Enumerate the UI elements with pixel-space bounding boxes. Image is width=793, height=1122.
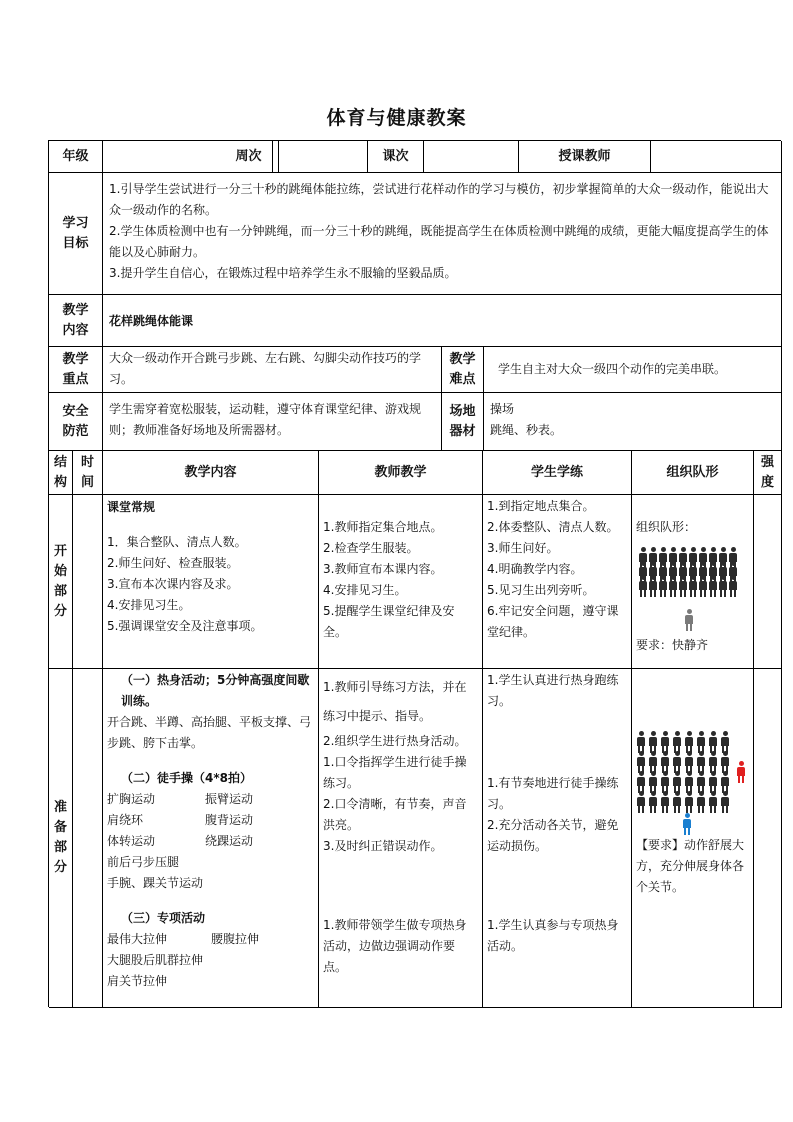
start-time: [73, 495, 103, 669]
leader-figure-icon: [736, 761, 746, 783]
student-figure-icon: [708, 771, 718, 793]
special-row: [107, 929, 314, 950]
student-figure-icon: [672, 771, 682, 793]
prep-student-item: 1.学生认真参与专项热身活动。: [487, 918, 619, 953]
difficulty-label: 教学难点: [442, 347, 484, 393]
student-figure-icon: [720, 731, 730, 753]
key-point-value: 大众一级动作开合跳弓步跳、左右跳、勾脚尖动作技巧的学习。: [103, 347, 442, 393]
prep-teacher-item: 1.教师带领学生做专项热身活动，边做边强调动作要点。: [323, 918, 467, 974]
student-figure-icon: [708, 731, 718, 753]
student-figure-icon: [688, 575, 698, 597]
col-intensity: 强度: [754, 451, 782, 495]
student-figure-icon: [708, 751, 718, 773]
student-figure-icon: [728, 575, 738, 597]
venue-line-2: 跳绳、秒表。: [490, 423, 563, 437]
prep-time: [73, 669, 103, 1008]
gym-item: 手腕、踝关节运动: [107, 876, 204, 890]
prep-teacher-item: 3.及时纠正错误动作。: [323, 839, 443, 853]
student-figure-icon: [672, 791, 682, 813]
objective-1: 1.引导学生尝试进行一分三十秒的跳绳体能拉练，尝试进行花样动作的学习与模仿，初步掌握简单的大众一级动作，能说出大众一级动作的名称。: [109, 182, 769, 217]
student-figure-icon: [636, 751, 646, 773]
objective-2: 2.学生体质检测中也有一分钟跳绳，而一分三十秒的跳绳，既能提高学生在体质检测中跳绳的成绩，更能大幅度提高学生的体能以及心肺耐力。: [109, 224, 769, 259]
start-content-item: 3.宣布本次课内容及求。: [107, 577, 239, 591]
prep-teacher: [319, 669, 483, 1008]
student-figure-icon: [720, 771, 730, 793]
gym-item: 绕踝运动: [205, 834, 254, 848]
teacher-figure-icon: [684, 609, 694, 631]
prep-teacher-item: 2.口令清晰，有节奏，声音洪亮。: [323, 797, 467, 832]
student-figure-icon: [648, 731, 658, 753]
student-figure-icon: [720, 791, 730, 813]
prep-student-item: 1.学生认真进行热身跑练习。: [487, 673, 619, 708]
spacer: [107, 754, 314, 768]
student-figure-icon: [708, 575, 718, 597]
lesson-value[interactable]: [424, 141, 519, 173]
safety-label: 安全防范: [49, 393, 103, 451]
student-figure-icon: [684, 751, 694, 773]
prep-intensity: [754, 669, 782, 1008]
student-figure-icon: [696, 751, 706, 773]
objectives-text: [103, 173, 782, 295]
start-student-item: 5.见习生出列旁听。: [487, 583, 595, 597]
student-figure-icon: [708, 791, 718, 813]
content-label: 教学内容: [49, 295, 103, 347]
student-figure-icon: [696, 731, 706, 753]
start-intensity: [754, 495, 782, 669]
student-figure-icon: [638, 575, 648, 597]
start-teacher-item: 2.检查学生服装。: [323, 541, 419, 555]
start-content-item: 1．集合整队、清点人数。: [107, 535, 247, 549]
start-formation-diagram: [638, 547, 748, 627]
col-teacher: 教师教学: [319, 451, 483, 495]
start-teacher-item: 5.提醒学生课堂纪律及安全。: [323, 604, 455, 639]
gym-item: 肩绕环: [107, 813, 144, 827]
student-figure-icon: [636, 731, 646, 753]
gym-row: [107, 810, 314, 831]
special-title: （三）专项活动: [121, 911, 206, 925]
content-value: 花样跳绳体能课: [103, 295, 782, 347]
student-figure-icon: [648, 751, 658, 773]
teacher-value[interactable]: [651, 141, 782, 173]
venue-value: [484, 393, 782, 451]
venue-label: 场地器材: [442, 393, 484, 451]
start-teacher-item: 4.安排见习生。: [323, 583, 407, 597]
gym-row: [107, 789, 314, 810]
start-student-item: 2.体委整队、清点人数。: [487, 520, 619, 534]
start-section-label: 开始部分: [49, 495, 73, 669]
student-figure-icon: [636, 771, 646, 793]
start-student-item: 4.明确教学内容。: [487, 562, 583, 576]
start-formation: [632, 495, 754, 669]
start-content-item: 4.安排见习生。: [107, 598, 191, 612]
student-figure-icon: [696, 791, 706, 813]
start-content: [103, 495, 319, 669]
student-figure-icon: [636, 791, 646, 813]
prep-section-label: 准备部分: [49, 669, 73, 1008]
student-figure-icon: [648, 771, 658, 793]
gym-item: 前后弓步压腿: [107, 855, 180, 869]
special-item: 大腿股后肌群拉伸: [107, 953, 204, 967]
start-content-item: 5.强调课堂安全及注意事项。: [107, 619, 263, 633]
special-item: 肩关节拉伸: [107, 974, 168, 988]
objectives-label: 学习目标: [49, 173, 103, 295]
student-figure-icon: [678, 575, 688, 597]
start-student-item: 1.到指定地点集合。: [487, 499, 595, 513]
student-figure-icon: [648, 791, 658, 813]
venue-line-1: 操场: [490, 402, 515, 416]
start-student: [483, 495, 632, 669]
student-figure-icon: [660, 751, 670, 773]
prep-student-item: 1.有节奏地进行徒手操练习。: [487, 776, 619, 811]
gym-row: [107, 831, 314, 852]
prep-teacher-item: 1.口令指挥学生进行徒手操练习。: [323, 755, 467, 790]
start-content-item: 2.师生问好、检查服装。: [107, 556, 239, 570]
difficulty-value: 学生自主对大众一级四个动作的完美串联。: [484, 347, 782, 393]
col-content: 教学内容: [103, 451, 319, 495]
objective-3: 3.提升学生自信心，在锻炼过程中培养学生永不服输的坚毅品质。: [109, 266, 457, 280]
start-student-item: 6.牢记安全问题，遵守课堂纪律。: [487, 604, 619, 639]
gym-item: 振臂运动: [205, 792, 254, 806]
col-student: 学生学练: [483, 451, 632, 495]
start-content-title: 课堂常规: [107, 500, 156, 514]
week-label: 周次: [225, 141, 273, 173]
spacer: [107, 894, 314, 908]
week-value[interactable]: [273, 141, 368, 173]
gym-item: 体转运动: [107, 834, 156, 848]
prep-formation-note: 【要求】动作舒展大方，充分伸展身体各个关节。: [636, 838, 745, 894]
teacher-figure-icon: [682, 813, 692, 835]
start-teacher: [319, 495, 483, 669]
prep-formation-diagram: [636, 731, 750, 835]
student-figure-icon: [668, 575, 678, 597]
spacer: [107, 518, 314, 532]
start-formation-note: 要求：快静齐: [636, 638, 709, 652]
student-figure-icon: [672, 731, 682, 753]
start-teacher-item: 1.教师指定集合地点。: [323, 520, 443, 534]
warmup-title: （一）热身活动；5分钟高强度间歇训练。: [121, 673, 310, 708]
student-figure-icon: [660, 771, 670, 793]
prep-student-item: 2.充分活动各关节，避免运动损伤。: [487, 818, 619, 853]
prep-teacher-item: 1.教师引导练习方法，并在练习中提示、指导。: [323, 680, 467, 723]
warmup-text: 开合跳、半蹲、高抬腿、平板支撑、弓步跳、胯下击掌。: [107, 715, 312, 750]
col-formation: 组织队形: [632, 451, 754, 495]
prep-teacher-item: 2.组织学生进行热身活动。: [323, 734, 467, 748]
key-point-label: 教学重点: [49, 347, 103, 393]
student-figure-icon: [648, 575, 658, 597]
start-student-item: 3.师生问好。: [487, 541, 559, 555]
start-formation-title: 组织队形：: [636, 520, 697, 534]
gym-item: 扩胸运动: [107, 792, 156, 806]
grade-label: 年级: [49, 141, 103, 173]
special-item: 最伟大拉伸: [107, 932, 168, 946]
document-title: 体育与健康教案: [326, 107, 467, 129]
prep-content: [103, 669, 319, 1008]
student-figure-icon: [718, 575, 728, 597]
student-figure-icon: [684, 791, 694, 813]
special-item: 腰腹拉伸: [211, 932, 260, 946]
start-teacher-item: 3.教师宣布本课内容。: [323, 562, 443, 576]
student-figure-icon: [720, 751, 730, 773]
gym-item: 腹背运动: [205, 813, 254, 827]
gym-title: （二）徒手操（4*8拍）: [121, 771, 252, 785]
prep-student: [483, 669, 632, 1008]
student-figure-icon: [696, 771, 706, 793]
student-figure-icon: [684, 771, 694, 793]
student-figure-icon: [684, 731, 694, 753]
student-figure-icon: [672, 751, 682, 773]
lesson-plan-table: [48, 140, 781, 1007]
teacher-label: 授课教师: [519, 141, 651, 173]
student-figure-icon: [698, 575, 708, 597]
lesson-label: 课次: [368, 141, 424, 173]
prep-formation: [632, 669, 754, 1008]
student-figure-icon: [660, 791, 670, 813]
col-time: 时间: [73, 451, 103, 495]
safety-value: 学生需穿着宽松服装，运动鞋，遵守体育课堂纪律、游戏规则；教师准备好场地及所需器材。: [103, 393, 442, 451]
col-structure: 结构: [49, 451, 73, 495]
student-figure-icon: [660, 731, 670, 753]
student-figure-icon: [658, 575, 668, 597]
